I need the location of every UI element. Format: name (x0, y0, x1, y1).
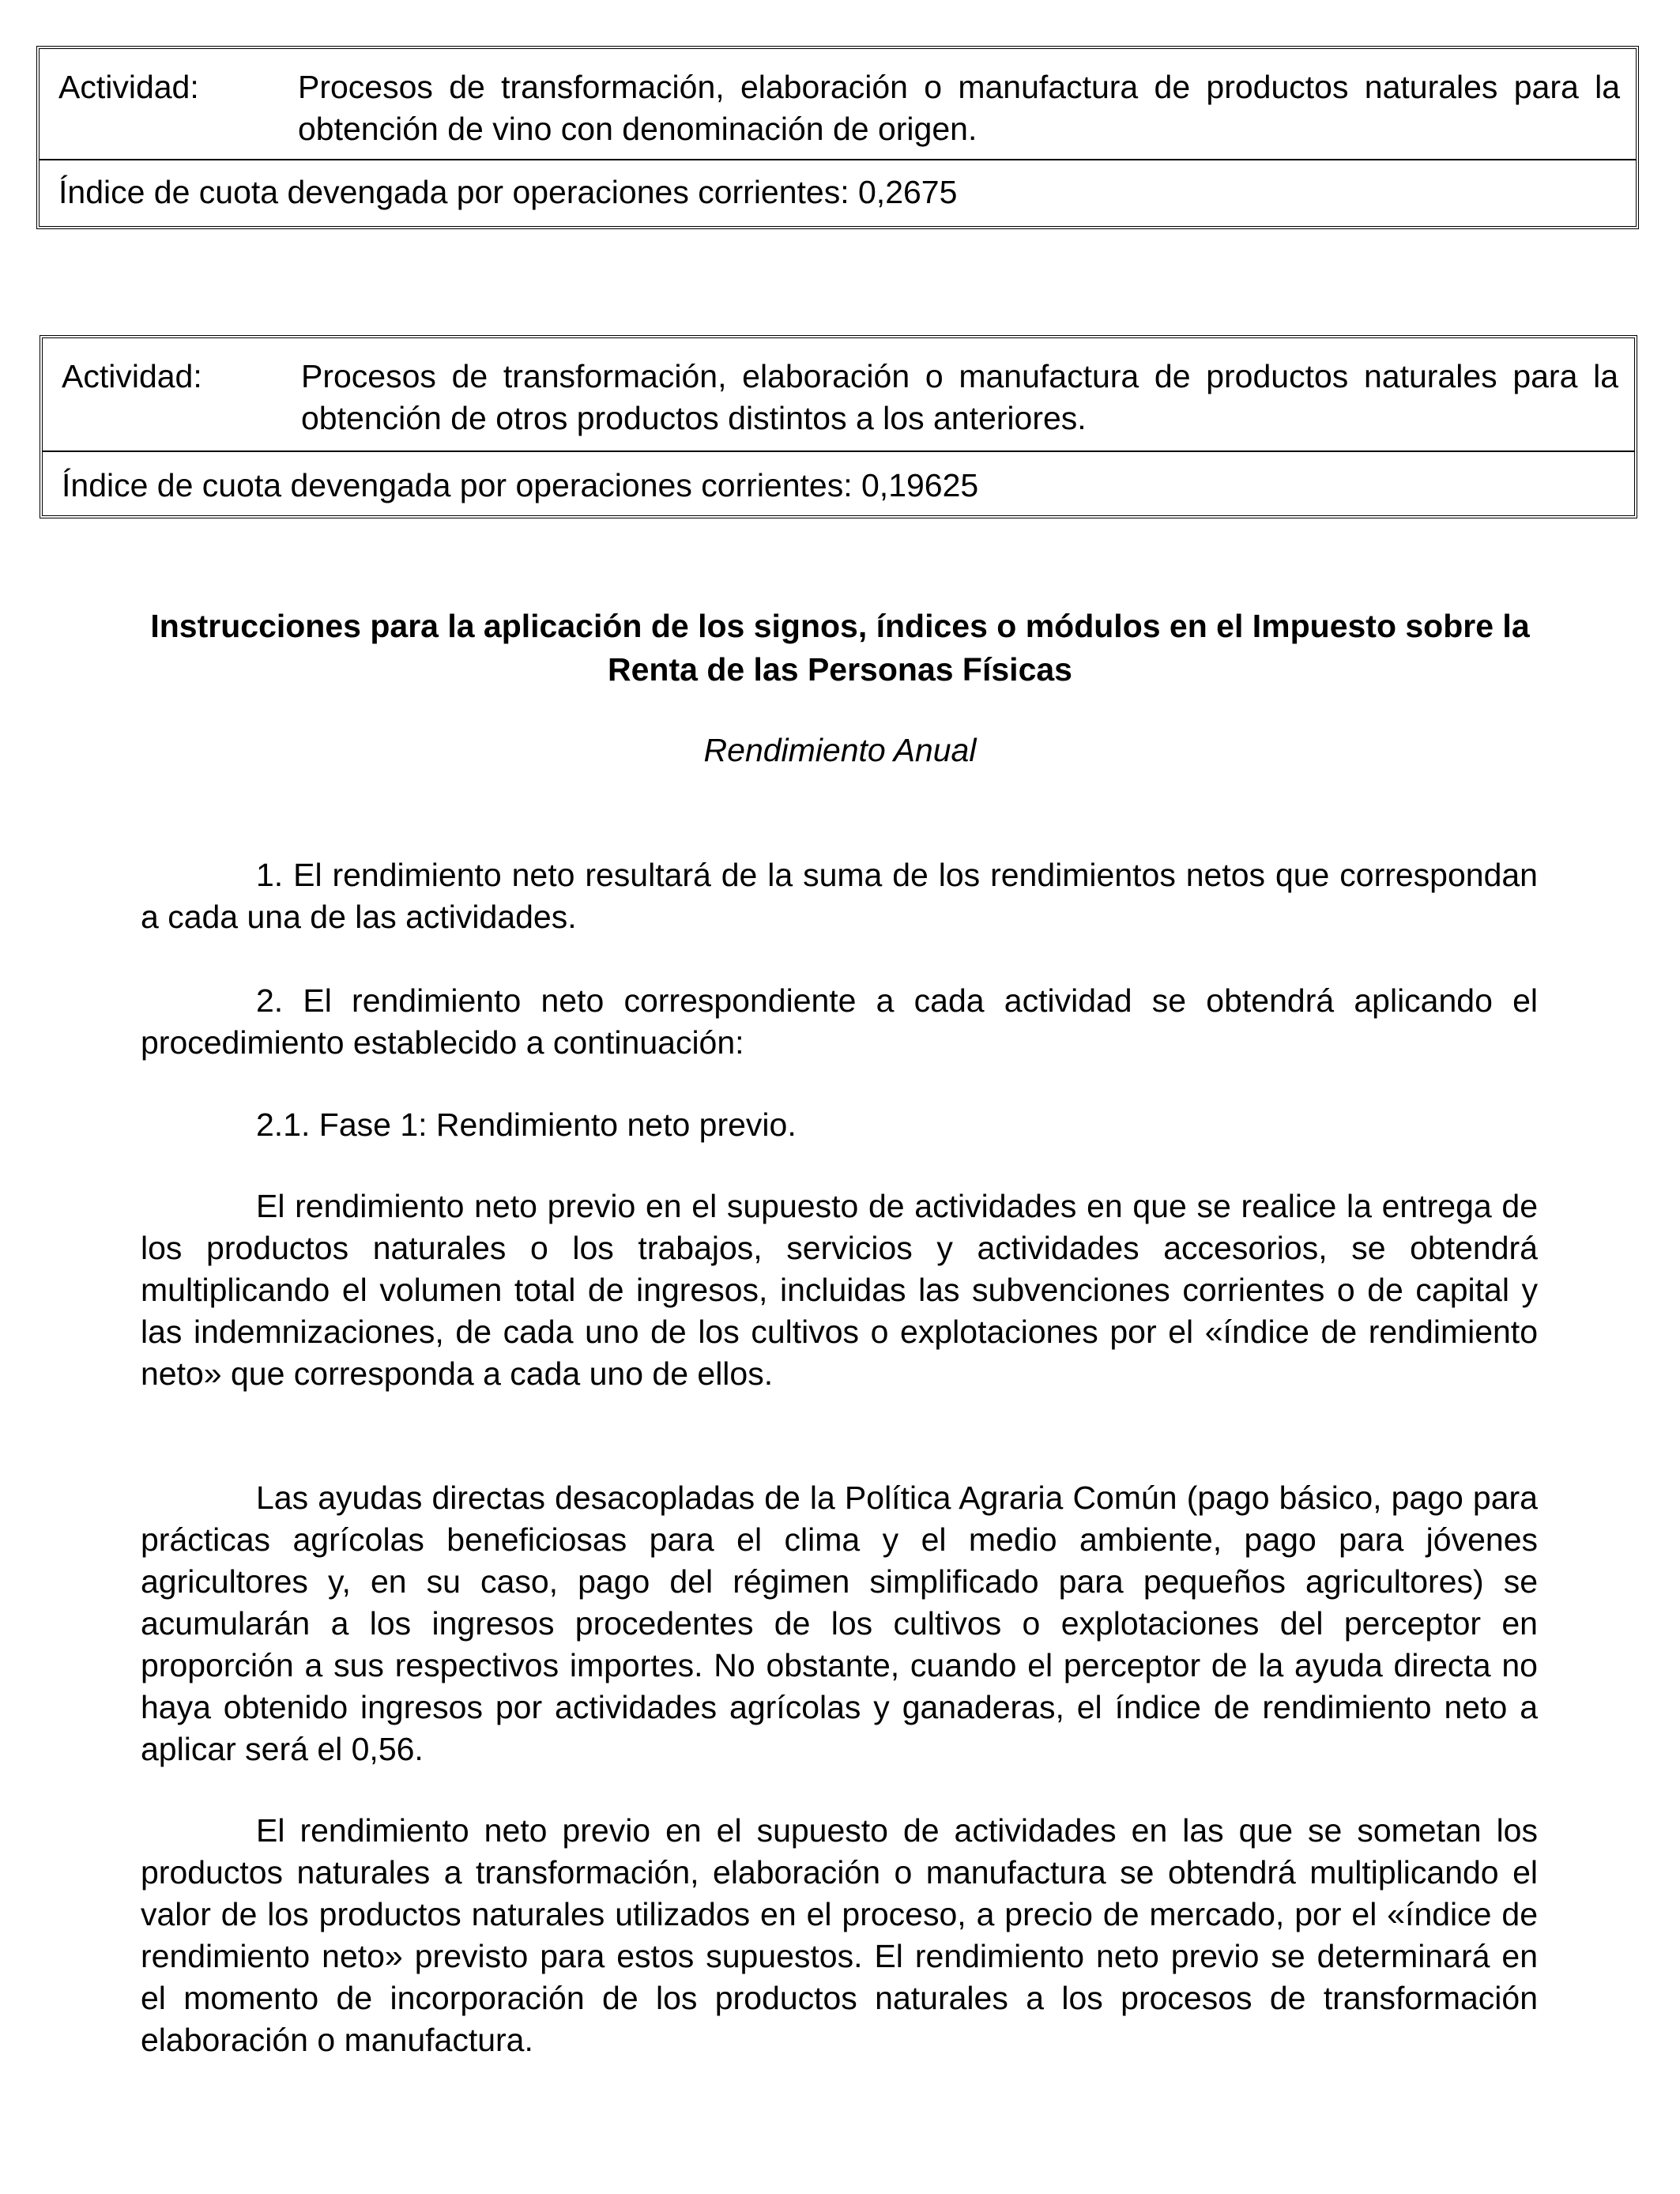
section-heading: Instrucciones para la aplicación de los signos, índices o módulos en el Impuesto sobre la Renta de las Personas Físicas (150, 608, 1530, 688)
paragraph-1: 1. El rendimiento neto resultará de la suma de los rendimientos netos que correspondan a cada una de las actividades. (141, 857, 1538, 935)
activity-label: Actividad: (58, 69, 199, 105)
activity-description: Procesos de transformación, elaboración o manufactura de productos naturales para la obtención de otros productos distintos a los anteriores. (301, 358, 1618, 436)
paragraph-net-yield-transformation: El rendimiento neto previo en el supuesto de actividades en las que se sometan los productos naturales a transformación, elaboración o manufactura se obtendrá multiplicando el valor de los productos naturales utilizados en el proceso, a precio de mercado, por el «índice de rendimiento neto» previsto para estos supuestos. El rendimiento neto previo se determinará en el momento de incorporación de los productos naturales a los procesos de transformación elaboración o manufactura. (141, 1812, 1538, 2058)
activity-row (43, 338, 1634, 452)
activity-row (40, 49, 1636, 160)
paragraph-phase-1: 2.1. Fase 1: Rendimiento neto previo. (256, 1106, 797, 1143)
activity-description: Procesos de transformación, elaboración o manufactura de productos naturales para la obtención de vino con denominación de origen. (298, 69, 1620, 147)
section-subheading: Rendimiento Anual (703, 732, 977, 768)
quota-index-row: Índice de cuota devengada por operaciones corrientes: 0,2675 (58, 174, 958, 210)
activity-box-wine (36, 46, 1639, 229)
paragraph-2: 2. El rendimiento neto correspondiente a cada actividad se obtendrá aplicando el procedimiento establecido a continuación: (141, 982, 1538, 1061)
paragraph-pac-aid: Las ayudas directas desacopladas de la Política Agraria Común (pago básico, pago para prácticas agrícolas beneficiosas para el clima y el medio ambiente, pago para jóvenes agricultores y, en su caso, pago del régimen simplificado para pequeños agricultores) se acumularán a los ingresos procedentes de los cultivos o explotaciones del perceptor en proporción a sus respectivos importes. No obstante, cuando el perceptor de la ayuda directa no haya obtenido ingresos por actividades agrícolas y ganaderas, el índice de rendimiento neto a aplicar será el 0,56. (141, 1480, 1538, 1767)
quota-index-row: Índice de cuota devengada por operaciones corrientes: 0,19625 (62, 467, 979, 503)
paragraph-net-yield-delivery: El rendimiento neto previo en el supuesto de actividades en que se realice la entrega de los productos naturales o los trabajos, servicios y actividades accesorios, se obtendrá multiplicando el volumen total de ingresos, incluidas las subvenciones corrientes o de capital y las indemnizaciones, de cada uno de los cultivos o explotaciones por el «índice de rendimiento neto» que corresponda a cada uno de ellos. (141, 1188, 1538, 1392)
activity-box-other-products (40, 335, 1637, 518)
activity-label: Actividad: (62, 358, 202, 394)
